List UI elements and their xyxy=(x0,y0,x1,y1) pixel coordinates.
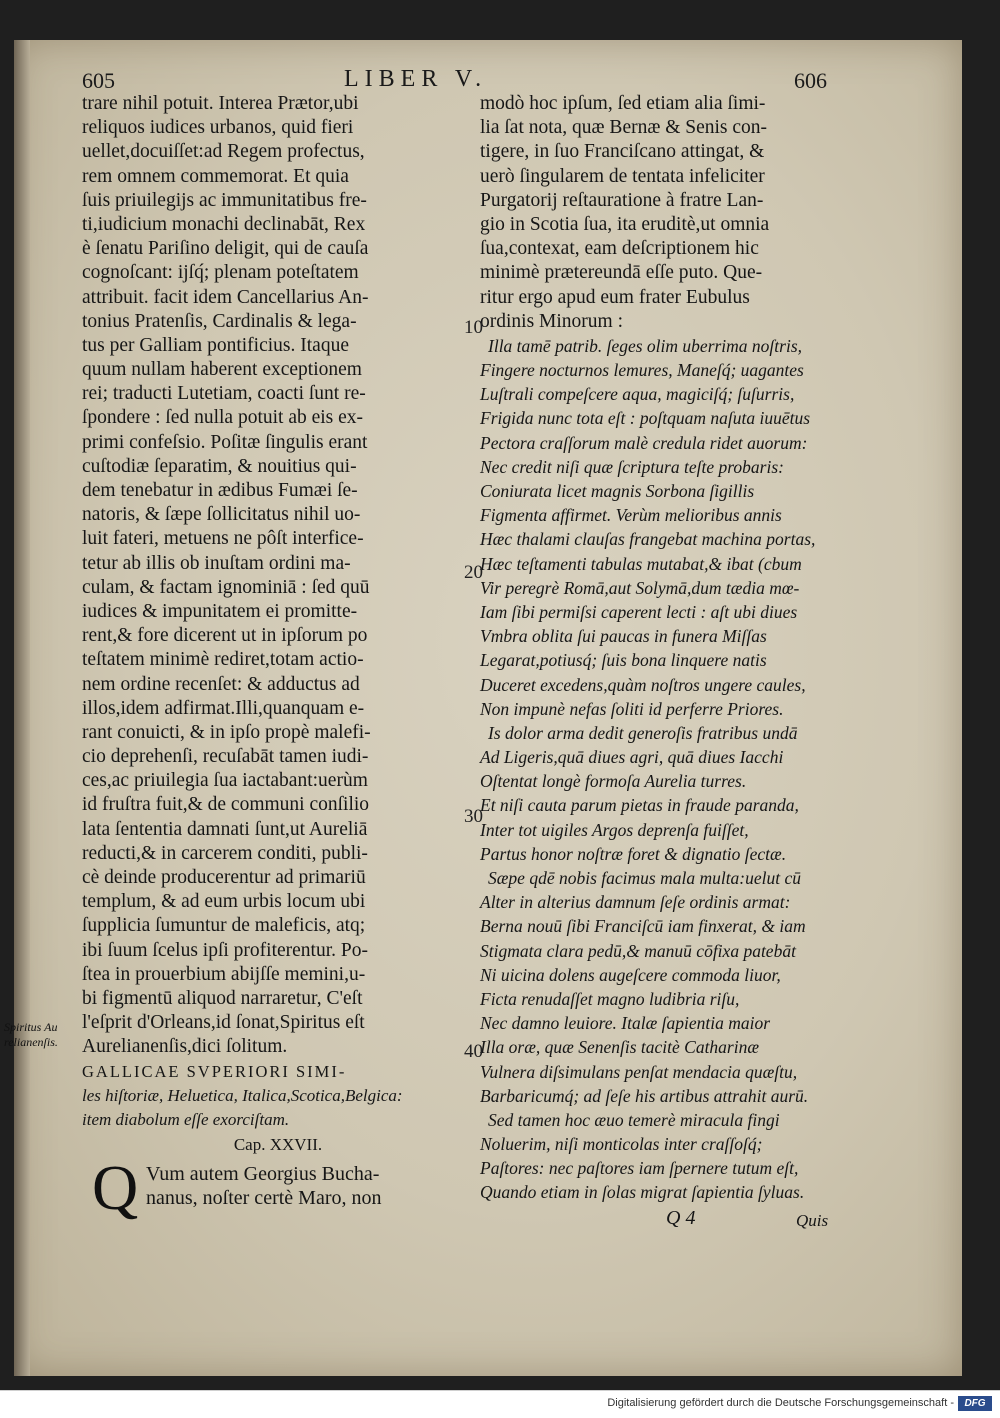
text-line: Quando etiam in ſolas migrat ſapientia ſyluas. xyxy=(480,1182,805,1203)
text-line: id fruſtra fuit,& de communi conſilio xyxy=(82,794,370,816)
text-line: Illa oræ, quæ Senenſis tacitè Catharinæ xyxy=(480,1037,760,1058)
text-line: ſua,contexat, eam deſcriptionem hic xyxy=(480,238,759,260)
text-line: Sæpe qdē nobis facimus mala multa:uelut cū xyxy=(488,868,802,888)
signature-mark: Q 4 xyxy=(666,1207,696,1229)
text-line: Nec damno leuiore. Italæ ſapientia maior xyxy=(480,1013,771,1034)
text-line: rei; traducti Lutetiam, coacti ſunt re- xyxy=(82,383,366,405)
text-line: item diabolum eſſe exorciſtam. xyxy=(82,1109,290,1129)
text-line: trare nihil potuit. Interea Prætor,ubi xyxy=(82,93,359,114)
text-line: iudices & impunitatem ei promitte- xyxy=(82,600,358,622)
drop-cap-text xyxy=(146,1162,381,1210)
left-column xyxy=(82,92,454,1223)
text-line: natoris, & ſæpe ſollicitatus nihil uo- xyxy=(82,504,361,526)
text-line: quum nullam haberent exceptionem xyxy=(82,359,362,381)
text-line: uerò ſingularem de tentata infeliciter xyxy=(480,165,765,187)
funding-credit: Digitalisierung gefördert durch die Deutsche Forschungsgemeinschaft - xyxy=(607,1397,954,1409)
margin-note xyxy=(4,1020,58,1050)
text-line: modò hoc ipſum, ſed etiam alia ſimi- xyxy=(480,93,766,114)
right-prose xyxy=(480,92,840,334)
text-line: Barbaricumq́; ad ſeſe his artibus attrahit aurū. xyxy=(480,1085,809,1106)
text-line: lia ſat nota, quæ Bernæ & Senis con- xyxy=(480,117,768,139)
text-line: Aurelianenſis,dici ſolitum. xyxy=(82,1036,288,1058)
text-line: cuſtodiæ ſeparatim, & nouitius qui- xyxy=(82,455,357,477)
text-line: nem ordine recenſet: & adductus ad xyxy=(82,673,360,695)
right-page-number: 606 xyxy=(794,68,827,93)
text-line: cio deprehenſi, recuſabāt tamen iudi- xyxy=(82,746,369,768)
text-line: Figmenta affirmet. Verùm melioribus annis xyxy=(480,505,782,526)
text-line: primi confeſsio. Poſitæ ſingulis erant xyxy=(82,431,368,453)
text-line: templum, & ad eum urbis locum ubi xyxy=(82,891,366,913)
text-line: Paſtores: nec paſtores iam ſpernere tutum eſt, xyxy=(480,1158,799,1179)
digitization-footer xyxy=(0,1390,1000,1418)
page-gutter xyxy=(14,40,30,1376)
text-line: tus per Galliam pontificius. Itaque xyxy=(82,334,349,356)
drop-cap: Q xyxy=(92,1151,139,1223)
text-line: bi figmentū aliquod narraretur, C'eſt xyxy=(82,987,363,1009)
text-line: Fingere nocturnos lemures, Maneſq́; uagantes xyxy=(480,360,804,381)
text-line: illos,idem adfirmat.Illi,quanquam e- xyxy=(82,697,365,719)
margin-note-line: relianenſis. xyxy=(4,1035,58,1049)
text-line: Coniurata licet magnis Sorbona ſigillis xyxy=(480,481,755,501)
text-line: ibi ſuum ſcelus ipſi profiterentur. Po- xyxy=(82,939,368,961)
text-line: ces,ac priuilegia ſua iactabant:uerùm xyxy=(82,770,368,792)
text-line: uellet,docuiſſet:ad Regem profectus, xyxy=(82,141,365,163)
text-line: lata ſententia damnati ſunt,ut Aureliā xyxy=(82,818,368,840)
text-line: rent,& fore dicerent ut in ipſorum po xyxy=(82,625,368,647)
text-line: minimè prætereundā eſſe puto. Que- xyxy=(480,262,763,284)
text-line: Vir peregrè Romā,aut Solymā,dum tædia mœ- xyxy=(480,577,800,598)
text-line: rem omnem commemorat. Et quia xyxy=(82,165,349,187)
text-line: Iam ſibi permiſsi caperent lecti : aſt ubi diues xyxy=(480,601,798,622)
text-line: ſtea in prouerbium abijſſe memini,u- xyxy=(82,963,366,985)
chapter-number: Cap. XXVII. xyxy=(233,1134,323,1154)
margin-note-line: Spiritus Au xyxy=(4,1020,58,1034)
text-line: Legarat,potiusq́; ſuis bona linquere natis xyxy=(480,650,767,671)
text-line: Sed tamen hoc æuo temerè miracula fingi xyxy=(488,1109,780,1130)
text-line: culam, & factam ignominiā : ſed quū xyxy=(82,576,370,598)
text-line: Purgatorij reſtauratione à fratre Lan- xyxy=(480,189,764,211)
chapter-opening xyxy=(82,1151,454,1223)
text-line: Berna nouū ſibi Franciſcū iam finxerat, & iam xyxy=(480,916,806,937)
text-line: Illa tamē patrib. ſeges olim uberrima noſtris, xyxy=(488,335,803,356)
left-prose xyxy=(82,92,454,1060)
text-line: cè deinde producerentur ad primariū xyxy=(82,867,366,888)
text-line: ſupplicia ſumuntur de maleficis, atq; xyxy=(82,915,366,937)
line-number-30: 30 xyxy=(464,806,483,827)
text-line: attribuit. facit idem Cancellarius An- xyxy=(82,286,369,308)
text-line: Vum autem Georgius Bucha- xyxy=(146,1162,380,1185)
right-column xyxy=(480,92,840,1205)
text-line: Et niſi cauta parum pietas in fraude paranda, xyxy=(480,795,799,816)
text-line: Pectora craſſorum malè credula ridet auorum: xyxy=(480,432,808,453)
left-page-number: 605 xyxy=(82,68,115,93)
text-line: Is dolor arma dedit generoſis fratribus undā xyxy=(488,722,798,743)
text-line: è ſenatu Pariſino deligit, qui de cauſa xyxy=(82,238,369,260)
text-line: Noluerim, niſi monticolas inter craſſoſq́; xyxy=(480,1134,763,1155)
text-line: ti,iudicium monachi declinabāt, Rex xyxy=(82,213,366,235)
text-line: tonius Pratenſis, Cardinalis & lega- xyxy=(82,310,357,332)
text-line: tigere, in ſuo Franciſcano attingat, & xyxy=(480,141,765,163)
dfg-logo-icon: DFG xyxy=(958,1396,992,1411)
text-line: Non impunè nefas ſoliti id perferre Priores. xyxy=(480,698,784,719)
text-line: reducti,& in carcerem conditi, publi- xyxy=(82,842,368,864)
text-line: Partus honor noſtræ foret & dignatio ſectæ. xyxy=(480,843,787,864)
text-line: Oſtentat longè formoſa Aurelia turres. xyxy=(480,771,747,792)
text-line: Ni uicina dolens augeſcere commoda liuor, xyxy=(480,964,781,985)
text-line: Ficta renudaſſet magno ludibria riſu, xyxy=(480,988,740,1009)
chapter-heading xyxy=(82,1060,454,1132)
text-line: Nec credit niſi quæ ſcriptura teſte probaris: xyxy=(480,456,784,477)
line-number-10: 10 xyxy=(464,317,483,338)
text-line: Inter tot uigiles Argos deprenſa fuiſſet, xyxy=(480,819,749,840)
line-number-40: 40 xyxy=(464,1041,483,1062)
text-line: Duceret excedens,quàm noſtros ungere caules, xyxy=(480,674,806,695)
text-line: tetur ab illis ob inuſtam ordini ma- xyxy=(82,552,351,574)
text-line: Vulnera diſsimulans penſat mendacia quæſtu, xyxy=(480,1061,798,1082)
text-line: ſuis priuilegijs ac immunitatibus fre- xyxy=(82,189,367,211)
text-line: Hæc teſtamenti tabulas mutabat,& ibat (cbum xyxy=(480,553,802,574)
text-line: ſpondere : ſed nulla potuit ab eis ex- xyxy=(82,407,364,429)
text-line: Ad Ligeris,quā diues agri, quā diues Iacchi xyxy=(480,747,784,768)
text-line: l'eſprit d'Orleans,id ſonat,Spiritus eſt xyxy=(82,1012,365,1034)
text-line: Alter in alterius damnum ſeſe ordinis armat: xyxy=(480,892,791,913)
text-line: Vmbra oblita ſui paucas in funera Miſſas xyxy=(480,626,767,647)
text-line: rant conuicti, & in ipſo propè malefi- xyxy=(82,721,371,743)
text-line: reliquos iudices urbanos, quid fieri xyxy=(82,117,354,139)
text-line: Frigida nunc tota eſt : poſtquam naſuta iuuētus xyxy=(480,408,811,429)
book-title: LIBER V. xyxy=(344,66,488,92)
text-line: ordinis Minorum : xyxy=(480,310,624,332)
text-line: luit fateri, metuens ne pôſt interfice- xyxy=(82,528,364,550)
text-line: nanus, noſter certè Maro, non xyxy=(146,1186,382,1209)
text-line: gio in Scotia ſua, ita eruditè,ut omnia xyxy=(480,213,770,235)
text-line: Hæc thalami clauſas frangebat machina portas, xyxy=(480,529,816,550)
text-line: les hiſtoriæ, Heluetica, Italica,Scotica,Belgica: xyxy=(82,1085,403,1105)
text-line: Stigmata clara pedū,& manuū cōfixa patebāt xyxy=(480,940,796,961)
line-number-20: 20 xyxy=(464,562,483,583)
text-line: teſtatem minimè rediret,totam actio- xyxy=(82,649,364,671)
text-line: GALLICAE SVPERIORI SIMI- xyxy=(82,1061,347,1081)
text-line: dem tenebatur in ædibus Fumæi ſe- xyxy=(82,480,358,501)
catchword: Quis xyxy=(796,1211,829,1230)
verse-block xyxy=(480,334,840,1205)
text-line: cognoſcant: ijſq́; plenam poteſtatem xyxy=(82,262,359,284)
text-line: Luſtrali compeſcere aqua, magiciſq́; ſuſurris, xyxy=(480,384,795,405)
text-line: ritur ergo apud eum frater Eubulus xyxy=(480,286,750,308)
